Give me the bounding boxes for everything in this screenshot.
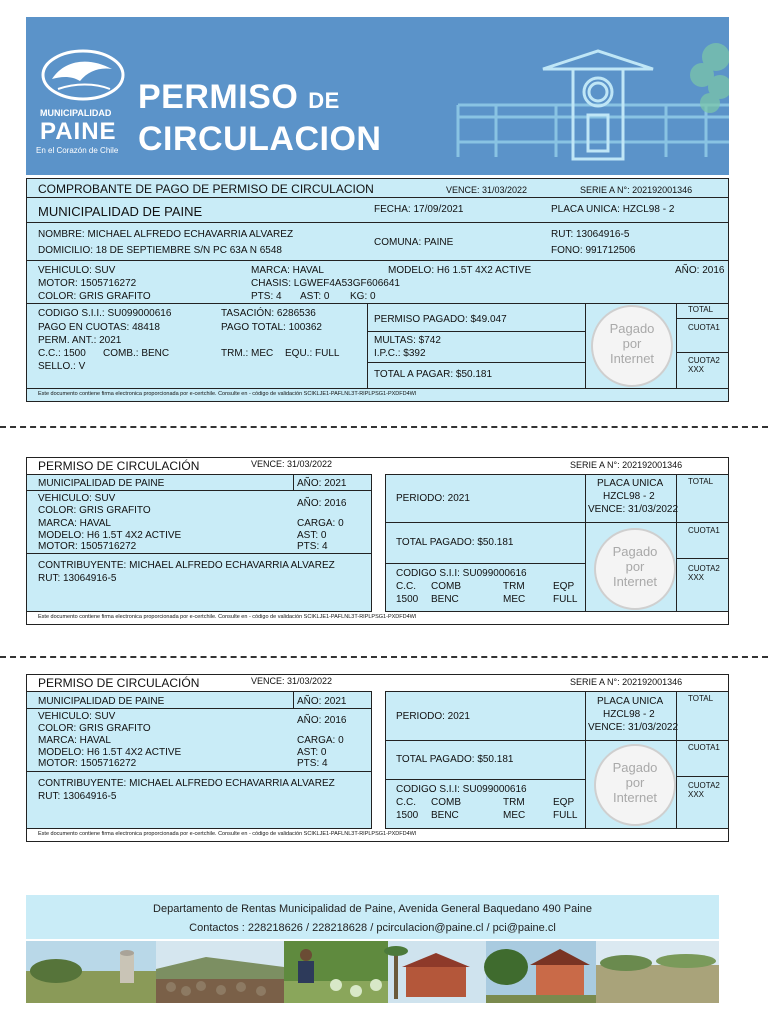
receipt-vence: VENCE: 31/03/2022 <box>446 185 528 195</box>
photo-building-palms <box>384 941 486 1003</box>
permit1-col-cc: C.C. <box>396 581 416 592</box>
permit1-anio-vehiculo: AÑO: 2016 <box>297 498 347 509</box>
receipt-rut: RUT: 13064916-5 <box>551 229 630 240</box>
permit2-val-trm: MEC <box>503 810 526 821</box>
permit1-periodo: PERIODO: 2021 <box>396 493 470 504</box>
permit2-cuota2-label: CUOTA2 <box>688 781 720 790</box>
receipt-trm: TRM.: MEC <box>221 348 274 359</box>
permit2-municipalidad: MUNICIPALIDAD DE PAINE <box>38 696 165 707</box>
receipt-serie: SERIE A N°: 202192001346 <box>580 185 693 195</box>
photo-stone-wall <box>156 941 284 1003</box>
stamp-line3: Internet <box>612 790 658 805</box>
title-de: DE <box>308 88 340 113</box>
receipt-heading: COMPROBANTE DE PAGO DE PERMISO DE CIRCULACION <box>38 182 374 196</box>
permit1-col-trm: TRM <box>503 581 525 592</box>
stamp-line2: por <box>625 775 645 790</box>
stamp-line1: Pagado <box>609 321 655 336</box>
logo-paine-text: PAINE <box>40 118 117 145</box>
permit2-vehiculo: VEHICULO: SUV <box>38 711 116 722</box>
receipt-ipc: I.P.C.: $392 <box>374 348 426 359</box>
receipt-permiso-pagado: PERMISO PAGADO: $49.047 <box>374 314 507 325</box>
receipt-vehiculo: VEHICULO: SUV <box>38 265 116 276</box>
permit1-modelo: MODELO: H6 1.5T 4X2 ACTIVE <box>38 530 182 541</box>
receipt-municipalidad: MUNICIPALIDAD DE PAINE <box>38 204 203 219</box>
page-title-line2: CIRCULACION <box>138 120 382 158</box>
receipt-total-pagar: TOTAL A PAGAR: $50.181 <box>374 369 493 380</box>
receipt-validation-note: Este documento contiene firma electronica proporcionada por e-certchile. Consulte en - código de validación SCIKLJE1-PAFLNL3T-RIPLPSG1-PXDFD4WI <box>38 391 417 397</box>
stamp-line1: Pagado <box>612 760 658 775</box>
permit1-val-cc: 1500 <box>396 594 419 605</box>
permit2-anio-permiso: AÑO: 2021 <box>297 696 347 707</box>
receipt-marca: MARCA: HAVAL <box>251 265 324 276</box>
receipt-perm-ant: PERM. ANT.: 2021 <box>38 335 122 346</box>
permit2-codigo-sii: CODIGO S.I.I: SU099000616 <box>396 784 527 795</box>
page-title-line1 <box>138 78 340 117</box>
cut-line <box>0 426 768 428</box>
logo-tagline: En el Corazón de Chile <box>36 146 119 155</box>
receipt-cuota2-label: CUOTA2 <box>688 356 720 365</box>
permit2-cuota1-label: CUOTA1 <box>688 743 720 752</box>
permit1-col-comb: COMB <box>431 581 461 592</box>
receipt-tasacion: TASACIÓN: 6286536 <box>221 308 316 319</box>
receipt-multas: MULTAS: $742 <box>374 335 441 346</box>
permit1-ast: AST: 0 <box>297 530 327 541</box>
permit2-rut: RUT: 13064916-5 <box>38 791 117 802</box>
permit1-total-pagado: TOTAL PAGADO: $50.181 <box>396 537 514 548</box>
permit1-serie: SERIE A N°: 202192001346 <box>570 460 683 470</box>
footer-address: Departamento de Rentas Municipalidad de Paine, Avenida General Baquedano 490 Paine <box>153 903 592 915</box>
receipt-nombre: NOMBRE: MICHAEL ALFREDO ECHAVARRIA ALVAREZ <box>38 229 294 240</box>
receipt-pago-cuotas: PAGO EN CUOTAS: 48418 <box>38 322 160 333</box>
permit2-heading: PERMISO DE CIRCULACIÓN <box>38 676 200 690</box>
permit2-col-trm: TRM <box>503 797 525 808</box>
receipt-fono: FONO: 991712506 <box>551 245 636 256</box>
permit2-serie: SERIE A N°: 202192001346 <box>570 677 683 687</box>
footer-photo-strip <box>26 941 719 1003</box>
permit1-carga: CARGA: 0 <box>297 518 344 529</box>
permit1-col-eqp: EQP <box>553 581 575 592</box>
permit2-total-label: TOTAL <box>688 694 714 703</box>
receipt-codigo-sii: CODIGO S.I.I.: SU099000616 <box>38 308 172 319</box>
receipt-pago-total: PAGO TOTAL: 100362 <box>221 322 322 333</box>
permit2-placa-vence: VENCE: 31/03/2022 <box>588 722 679 733</box>
permit2-periodo: PERIODO: 2021 <box>396 711 470 722</box>
permit1-cuota2-xxx: XXX <box>688 573 705 582</box>
permit1-placa-value: HZCL98 - 2 <box>603 491 655 502</box>
permit1-placa-label: PLACA UNICA <box>597 478 664 489</box>
receipt-cuota1-label: CUOTA1 <box>688 323 720 332</box>
permit1-cuota1-label: CUOTA1 <box>688 526 720 535</box>
receipt-placa: PLACA UNICA: HZCL98 - 2 <box>551 204 675 215</box>
photo-farm-worker <box>284 941 388 1003</box>
permit1-cuota2-label: CUOTA2 <box>688 564 720 573</box>
receipt-comuna: COMUNA: PAINE <box>374 237 454 248</box>
footer-contacts: Contactos : 228218626 / 228218628 / pcirculacion@paine.cl / pci@paine.cl <box>189 922 556 934</box>
permit1-codigo-sii: CODIGO S.I.I: SU099000616 <box>396 568 527 579</box>
receipt-fecha: FECHA: 17/09/2021 <box>374 204 464 215</box>
receipt-ast: AST: 0 <box>300 291 330 302</box>
permit2-pts: PTS: 4 <box>297 758 328 769</box>
permit2-color: COLOR: GRIS GRAFITO <box>38 723 151 734</box>
photo-field <box>596 941 719 1003</box>
receipt-color: COLOR: GRIS GRAFITO <box>38 291 151 302</box>
photo-landscape <box>26 941 156 1003</box>
permit1-pts: PTS: 4 <box>297 541 328 552</box>
stamp-line2: por <box>625 559 645 574</box>
receipt-comb: COMB.: BENC <box>103 348 170 359</box>
permit2-placa-label: PLACA UNICA <box>597 696 664 707</box>
stamp-line3: Internet <box>609 351 655 366</box>
receipt-anio: AÑO: 2016 <box>675 265 725 276</box>
permit2-val-cc: 1500 <box>396 810 419 821</box>
permit1-vehiculo: VEHICULO: SUV <box>38 493 116 504</box>
permit1-marca: MARCA: HAVAL <box>38 518 111 529</box>
permit1-total-label: TOTAL <box>688 477 714 486</box>
permit1-municipalidad: MUNICIPALIDAD DE PAINE <box>38 478 165 489</box>
receipt-sello: SELLO.: V <box>38 361 86 372</box>
permit1-vence: VENCE: 31/03/2022 <box>251 459 333 469</box>
permit2-col-comb: COMB <box>431 797 461 808</box>
permit2-carga: CARGA: 0 <box>297 735 344 746</box>
permit2-total-pagado: TOTAL PAGADO: $50.181 <box>396 754 514 765</box>
stamp-line1: Pagado <box>612 544 658 559</box>
permit2-col-eqp: EQP <box>553 797 575 808</box>
receipt-cc: C.C.: 1500 <box>38 348 86 359</box>
stamp-line2: por <box>622 336 642 351</box>
permit1-anio-permiso: AÑO: 2021 <box>297 478 347 489</box>
permit1-val-trm: MEC <box>503 594 526 605</box>
receipt-chasis: CHASIS: LGWEF4A53GF606641 <box>251 278 400 289</box>
photo-house-trees <box>484 941 596 1003</box>
permit2-vence: VENCE: 31/03/2022 <box>251 676 333 686</box>
permit2-motor: MOTOR: 1505716272 <box>38 758 137 769</box>
permit1-placa-vence: VENCE: 31/03/2022 <box>588 504 679 515</box>
permit1-val-eqp: FULL <box>553 594 578 605</box>
permit2-placa-value: HZCL98 - 2 <box>603 709 655 720</box>
receipt-equ: EQU.: FULL <box>285 348 340 359</box>
permit2-ast: AST: 0 <box>297 747 327 758</box>
permit1-contribuyente: CONTRIBUYENTE: MICHAEL ALFREDO ECHAVARRIA ALVAREZ <box>38 560 335 571</box>
receipt-pts: PTS: 4 <box>251 291 282 302</box>
receipt-domicilio: DOMICILIO: 18 DE SEPTIEMBRE S/N PC 63A N 6548 <box>38 245 282 256</box>
paid-internet-stamp <box>594 744 676 826</box>
receipt-cuota2-xxx: XXX <box>688 365 705 374</box>
permit1-validation-note: Este documento contiene firma electronica proporcionada por e-certchile. Consulte en - código de validación SCIKLJE1-PAFLNL3T-RIPLPSG1-PXDFD4WI <box>38 614 417 620</box>
receipt-motor: MOTOR: 1505716272 <box>38 278 137 289</box>
receipt-total-label: TOTAL <box>688 305 714 314</box>
permit1-rut: RUT: 13064916-5 <box>38 573 117 584</box>
stamp-line3: Internet <box>612 574 658 589</box>
permit2-val-comb: BENC <box>431 810 459 821</box>
permit2-contribuyente: CONTRIBUYENTE: MICHAEL ALFREDO ECHAVARRIA ALVAREZ <box>38 778 335 789</box>
logo-municipalidad-text: MUNICIPALIDAD <box>40 108 112 118</box>
permit1-heading: PERMISO DE CIRCULACIÓN <box>38 459 200 473</box>
paid-internet-stamp <box>591 305 673 387</box>
permit1-motor: MOTOR: 1505716272 <box>38 541 137 552</box>
cut-line <box>0 656 768 658</box>
title-permiso: PERMISO <box>138 78 299 116</box>
paid-internet-stamp <box>594 528 676 610</box>
municipal-logo-icon <box>40 49 126 105</box>
permit2-cuota2-xxx: XXX <box>688 790 705 799</box>
permit2-validation-note: Este documento contiene firma electronica proporcionada por e-certchile. Consulte en - código de validación SCIKLJE1-PAFLNL3T-RIPLPSG1-PXDFD4WI <box>38 831 417 837</box>
permit2-anio-vehiculo: AÑO: 2016 <box>297 715 347 726</box>
permit2-col-cc: C.C. <box>396 797 416 808</box>
permit2-marca: MARCA: HAVAL <box>38 735 111 746</box>
receipt-kg: KG: 0 <box>350 291 376 302</box>
permit2-val-eqp: FULL <box>553 810 578 821</box>
receipt-modelo: MODELO: H6 1.5T 4X2 ACTIVE <box>388 265 532 276</box>
permit2-modelo: MODELO: H6 1.5T 4X2 ACTIVE <box>38 747 182 758</box>
permit1-val-comb: BENC <box>431 594 459 605</box>
permit1-color: COLOR: GRIS GRAFITO <box>38 505 151 516</box>
